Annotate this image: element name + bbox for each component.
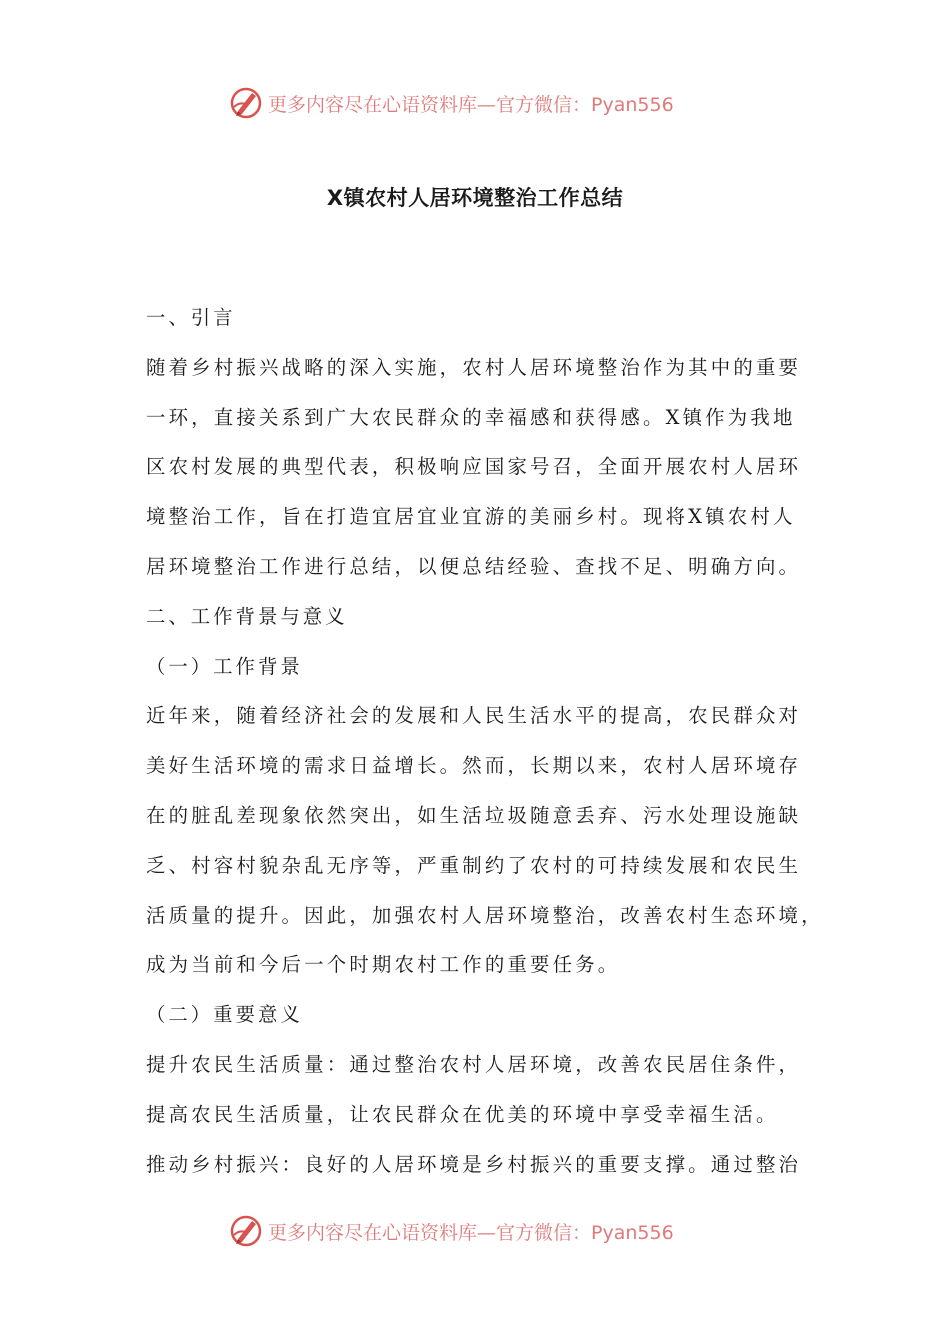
paragraph-line: 一环，直接关系到广大农民群众的幸福感和获得感。X镇作为我地: [146, 405, 796, 429]
paragraph-line: 居环境整治工作进行总结，以便总结经验、查找不足、明确方向。: [146, 554, 802, 578]
watermark-text-cn: 更多内容尽在心语资料库—官方微信：: [268, 1221, 592, 1244]
watermark-banner-top: [0, 78, 950, 128]
paragraph-line: 提高农民生活质量，让农民群众在优美的环境中享受幸福生活。: [146, 1102, 779, 1126]
paragraph-line: 美好生活环境的需求日益增长。然而，长期以来，农村人居环境存: [146, 754, 802, 778]
pen-logo-icon: [228, 85, 264, 121]
paragraph-line: 区农村发展的典型代表，积极响应国家号召，全面开展农村人居环: [146, 455, 802, 479]
watermark-text: [268, 90, 674, 117]
paragraph-line: 境整治工作，旨在打造宜居宜业宜游的美丽乡村。现将X镇农村人: [146, 505, 796, 529]
paragraph-line: 成为当前和今后一个时期农村工作的重要任务。: [146, 953, 621, 977]
watermark-text-en: Pyan556: [591, 1221, 674, 1244]
pen-logo-icon: [228, 1213, 264, 1249]
document-body: [146, 300, 826, 1196]
paragraph-line: 随着乡村振兴战略的深入实施，农村人居环境整治作为其中的重要: [146, 355, 802, 379]
paragraph-line: 乏、村容村貌杂乱无序等，严重制约了农村的可持续发展和农民生: [146, 853, 802, 877]
paragraph-line: 提升农民生活质量：通过整治农村人居环境，改善农民居住条件，: [146, 1052, 802, 1076]
paragraph-line: 推动乡村振兴：良好的人居环境是乡村振兴的重要支撑。通过整治: [146, 1152, 802, 1176]
watermark-text-cn: 更多内容尽在心语资料库—官方微信：: [268, 93, 592, 116]
watermark-text: [268, 1218, 674, 1245]
paragraph-line: 近年来，随着经济社会的发展和人民生活水平的提高，农民群众对: [146, 704, 802, 728]
watermark-banner-bottom: [0, 1206, 950, 1256]
paragraph-line: 活质量的提升。因此，加强农村人居环境整治，改善农村生态环境，: [146, 903, 824, 927]
paragraph-line: 在的脏乱差现象依然突出，如生活垃圾随意丢弃、污水处理设施缺: [146, 803, 802, 827]
subsection-heading-significance: （二）重要意义: [146, 1003, 303, 1027]
section-heading-background: 二、工作背景与意义: [146, 604, 348, 628]
watermark-text-en: Pyan556: [591, 93, 674, 116]
document-title: X镇农村人居环境整治工作总结: [326, 186, 624, 210]
section-heading-intro: 一、引言: [146, 306, 236, 329]
subsection-heading-background: （一）工作背景: [146, 654, 303, 678]
